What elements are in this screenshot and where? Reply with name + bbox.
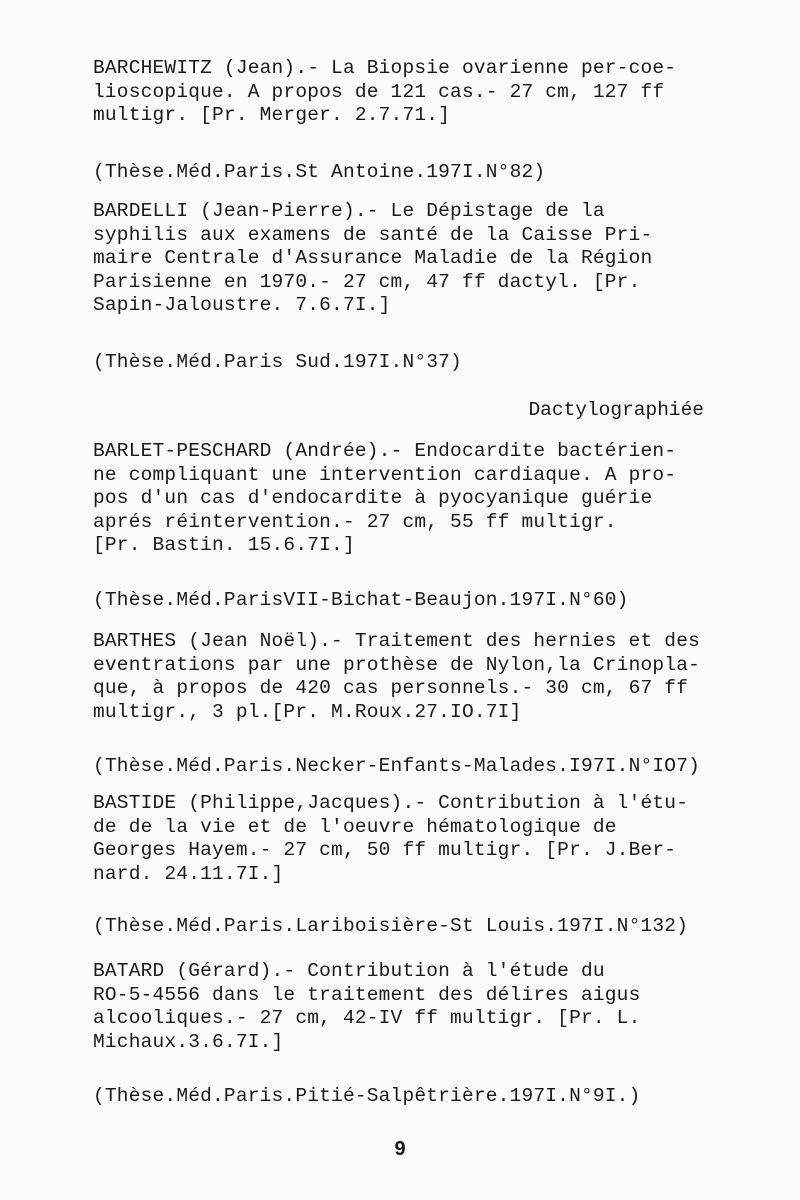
entry-line: multigr., 3 pl.[Pr. M.Roux.27.IO.7I] (93, 700, 522, 723)
these-reference: (Thèse.Méd.Paris Sud.197I.N°37) (93, 350, 462, 373)
entry-line: BASTIDE (Philippe,Jacques).- Contribution à l'étu- (93, 792, 689, 814)
entry-line: BARLET-PESCHARD (Andrée).- Endocardite bactérien- (93, 440, 677, 462)
entry-line: Michaux.3.6.7I.] (93, 1030, 284, 1053)
entry-line: BARTHES (Jean Noël).- Traitement des hernies et des (93, 630, 700, 652)
entry-line: nard. 24.11.7I.] (93, 862, 284, 885)
these-reference: (Thèse.Méd.Paris.St Antoine.197I.N°82) (93, 160, 546, 183)
entry-line: syphilis aux examens de santé de la Caisse Pri- (93, 223, 653, 246)
bibliography-entry-barlet-peschard (93, 440, 713, 612)
entry-line: aprés réintervention.- 27 cm, 55 ff multigr. (93, 510, 617, 533)
entry-line: Georges Hayem.- 27 cm, 50 ff multigr. [Pr. J.Ber- (93, 839, 677, 862)
entry-line: maire Centrale d'Assurance Maladie de la Région (93, 247, 653, 270)
entry-line: BATARD (Gérard).- Contribution à l'étude du (93, 960, 605, 982)
these-reference: (Thèse.Méd.Paris.Lariboisière-St Louis.197I.N°132) (93, 915, 689, 938)
page-number: 9 (394, 1138, 406, 1160)
bibliography-entry-bastide (93, 792, 713, 938)
entry-line: [Pr. Bastin. 15.6.7I.] (93, 534, 355, 557)
entry-line: BARDELLI (Jean-Pierre).- Le Dépistage de la (93, 200, 605, 222)
entry-line: ne compliquant une intervention cardiaque. A pro- (93, 463, 677, 486)
bibliography-entry-batard (93, 960, 713, 1108)
these-reference: (Thèse.Méd.ParisVII-Bichat-Beaujon.197I.N°60) (93, 588, 629, 611)
entry-line: alcooliques.- 27 cm, 42-IV ff multigr. [Pr. L. (93, 1007, 641, 1030)
these-reference: (Thèse.Méd.Paris.Necker-Enfants-Malades.I97I.N°IO7) (93, 755, 700, 778)
these-reference: (Thèse.Méd.Paris.Pitié-Salpêtrière.197I.N°9I.) (93, 1085, 641, 1108)
entry-line: multigr. [Pr. Merger. 2.7.71.] (93, 104, 451, 127)
entry-line: RO-5-4556 dans le traitement des délires aigus (93, 983, 641, 1006)
entry-line: lioscopique. A propos de 121 cas.- 27 cm, 127 ff (93, 80, 665, 103)
entry-line: de de la vie et de l'oeuvre hématologique de (93, 815, 617, 838)
dactylographiee-annotation: Dactylographiée (528, 399, 704, 421)
bibliography-entry-barthes (93, 630, 713, 778)
bibliography-entry-barchewitz (93, 57, 713, 184)
entry-line: Sapin-Jaloustre. 7.6.7I.] (93, 294, 391, 317)
bibliography-entry-bardelli (93, 200, 713, 374)
entry-line: Parisienne en 1970.- 27 cm, 47 ff dactyl. [Pr. (93, 270, 641, 293)
entry-line: eventrations par une prothèse de Nylon,la Crinopla- (93, 653, 700, 676)
entry-line: pos d'un cas d'endocardite à pyocyanique guérie (93, 487, 653, 510)
entry-line: BARCHEWITZ (Jean).- La Biopsie ovarienne per-coe- (93, 57, 677, 79)
entry-line: que, à propos de 420 cas personnels.- 30 cm, 67 ff (93, 677, 689, 700)
